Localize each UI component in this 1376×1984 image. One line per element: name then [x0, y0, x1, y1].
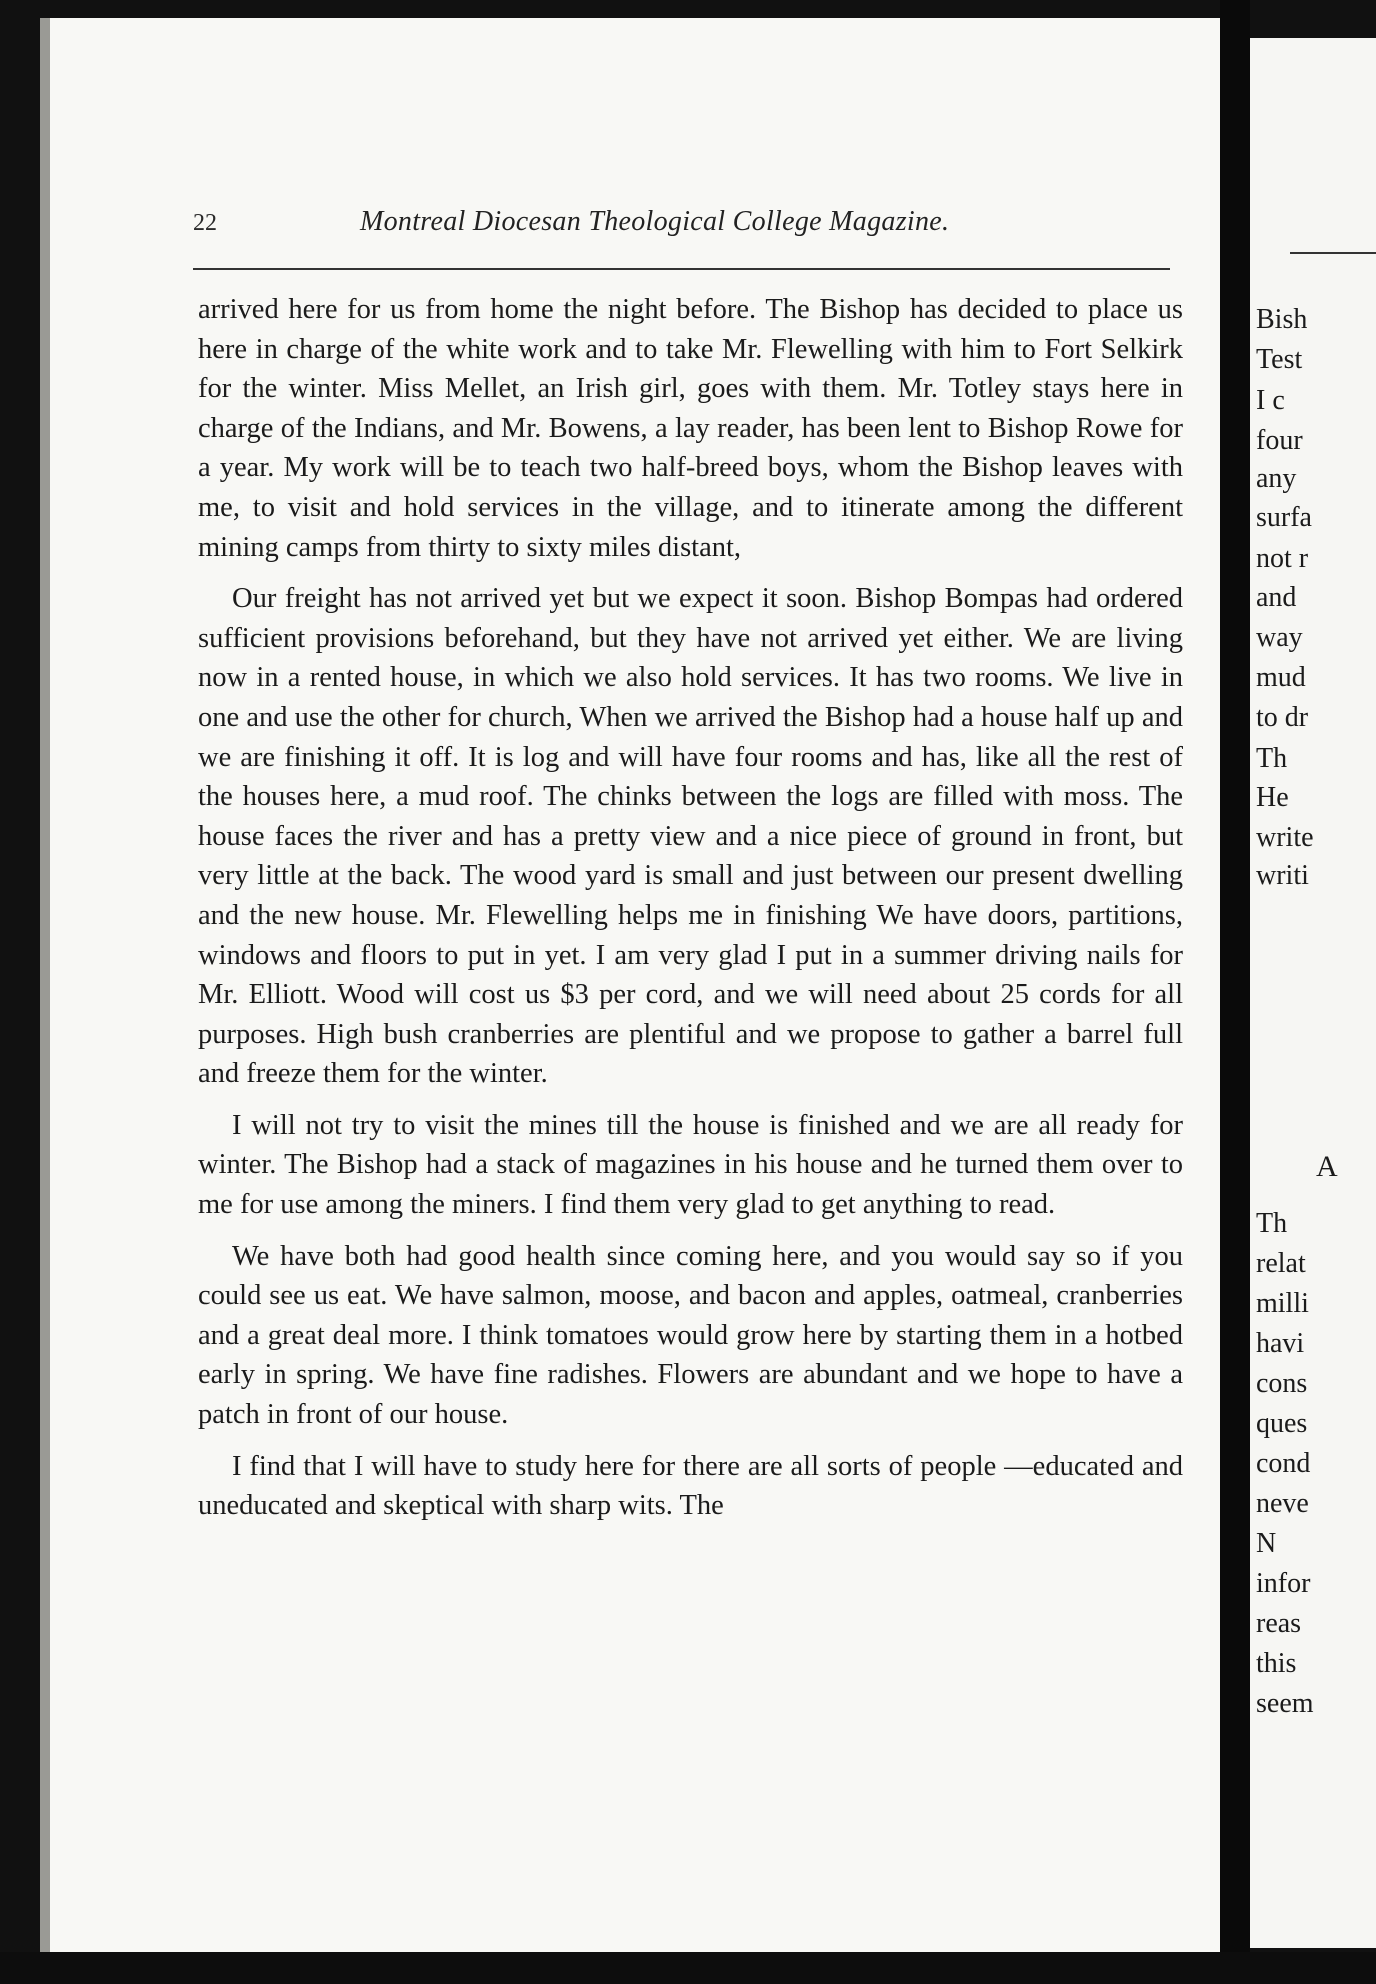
- right-page-line-fragment: cons: [1256, 1368, 1308, 1399]
- right-page-line-fragment: infor: [1256, 1568, 1311, 1599]
- right-page-line-fragment: Th: [1256, 743, 1288, 774]
- paragraph: arrived here for us from home the night before. The Bishop has decided to place us here in charge of the white work and to take Mr. Flewelling with him to Fort Selkirk for the winter. Miss Mellet, an Irish girl, goes with them. Mr. Totley stays here in charge of the Indians, and Mr. Bowens, a lay reader, has been lent to Bishop Rowe for a year. My work will be to teach two half-breed boys, whom the Bishop leaves with me, to visit and hold services in the village, and to itinerate among the different mining camps from thirty to sixty miles distant,: [198, 294, 1183, 563]
- right-page-line-fragment: ques: [1256, 1408, 1308, 1439]
- paragraph: Our freight has not arrived yet but we expect it soon. Bishop Bompas had ordered sufficient provisions beforehand, but they have not arrived yet either. We are living now in a rented house, in which we also hold services. It has two rooms. We live in one and use the other for church, When we arrived the Bishop had a house half up and we are finishing it off. It is log and will have four rooms and has, like all the rest of the houses here, a mud roof. The chinks between the logs are filled with moss. The house faces the river and has a pretty view and a nice piece of ground in front, but very little at the back. The wood yard is small and just between our present dwelling and the new house. Mr. Flewelling helps me in finishing We have doors, partitions, windows and floors to put in yet. I am very glad I put in a summer driving nails for Mr. Elliott. Wood will cost us $3 per cord, and we will need about 25 cords for all purposes. High bush cranberries are plentiful and we propose to gather a barrel full and freeze them for the winter.: [198, 583, 1183, 1090]
- right-page-line-fragment: milli: [1256, 1288, 1309, 1319]
- right-page-line-fragment: any: [1256, 463, 1297, 494]
- right-page-line-fragment: not r: [1256, 543, 1309, 574]
- right-page-line-fragment: reas: [1256, 1608, 1302, 1639]
- right-page-line-fragment: neve: [1256, 1488, 1309, 1519]
- right-page-heading: A: [1316, 1150, 1338, 1183]
- right-page-line-fragment: write: [1256, 822, 1314, 853]
- right-page-line-fragment: this: [1256, 1648, 1297, 1679]
- right-page-line-fragment: cond: [1256, 1448, 1311, 1479]
- paragraph: We have both had good health since coming here, and you would say so if you could see us eat. We have salmon, moose, and bacon and apples, oatmeal, cranberries and a great deal more. I think tomatoes would grow here by starting them in a hotbed early in spring. We have fine radishes. Flowers are abundant and we hope to have a patch in front of our house.: [198, 1240, 1183, 1431]
- right-page-line-fragment: Test: [1256, 344, 1303, 375]
- running-title: Montreal Diocesan Theological College Magazine.: [360, 206, 950, 237]
- paragraph: I will not try to visit the mines till the house is finished and we are all ready for winter. The Bishop had a stack of magazines in his house and he turned them over to me for use among the miners. I find them very glad to get anything to read.: [198, 1109, 1183, 1221]
- right-page-line-fragment: mud: [1256, 662, 1306, 693]
- right-page-line-fragment: relat: [1256, 1248, 1306, 1279]
- scan-bottom-edge: [0, 1952, 1376, 1984]
- right-page-line-fragment: I c: [1256, 385, 1285, 416]
- right-page-header-rule: [1290, 252, 1376, 254]
- right-page-line-fragment: He: [1256, 782, 1289, 813]
- right-page-line-fragment: seem: [1256, 1688, 1314, 1719]
- right-page-line-fragment: to dr: [1256, 702, 1309, 733]
- right-page-line-fragment: Bish: [1256, 304, 1308, 335]
- right-page-line-fragment: way: [1256, 622, 1303, 653]
- header-rule: [193, 268, 1170, 270]
- right-page-line-fragment: and: [1256, 582, 1297, 613]
- right-page-line-fragment: four: [1256, 425, 1303, 456]
- right-page-line-fragment: havi: [1256, 1328, 1305, 1359]
- article-body: [198, 290, 1183, 1526]
- right-page-line-fragment: writi: [1256, 860, 1309, 891]
- page-header: [155, 206, 1180, 250]
- book-gutter: [1220, 0, 1250, 1984]
- paragraph: I find that I will have to study here for there are all sorts of people —educated and uneducated and skeptical with sharp wits. The: [198, 1450, 1183, 1522]
- page-number: 22: [193, 210, 217, 236]
- right-page-line-fragment: surfa: [1256, 502, 1312, 533]
- right-page-line-fragment: Th: [1256, 1208, 1288, 1239]
- right-page-line-fragment: N: [1256, 1528, 1277, 1559]
- right-page: [1250, 38, 1376, 1948]
